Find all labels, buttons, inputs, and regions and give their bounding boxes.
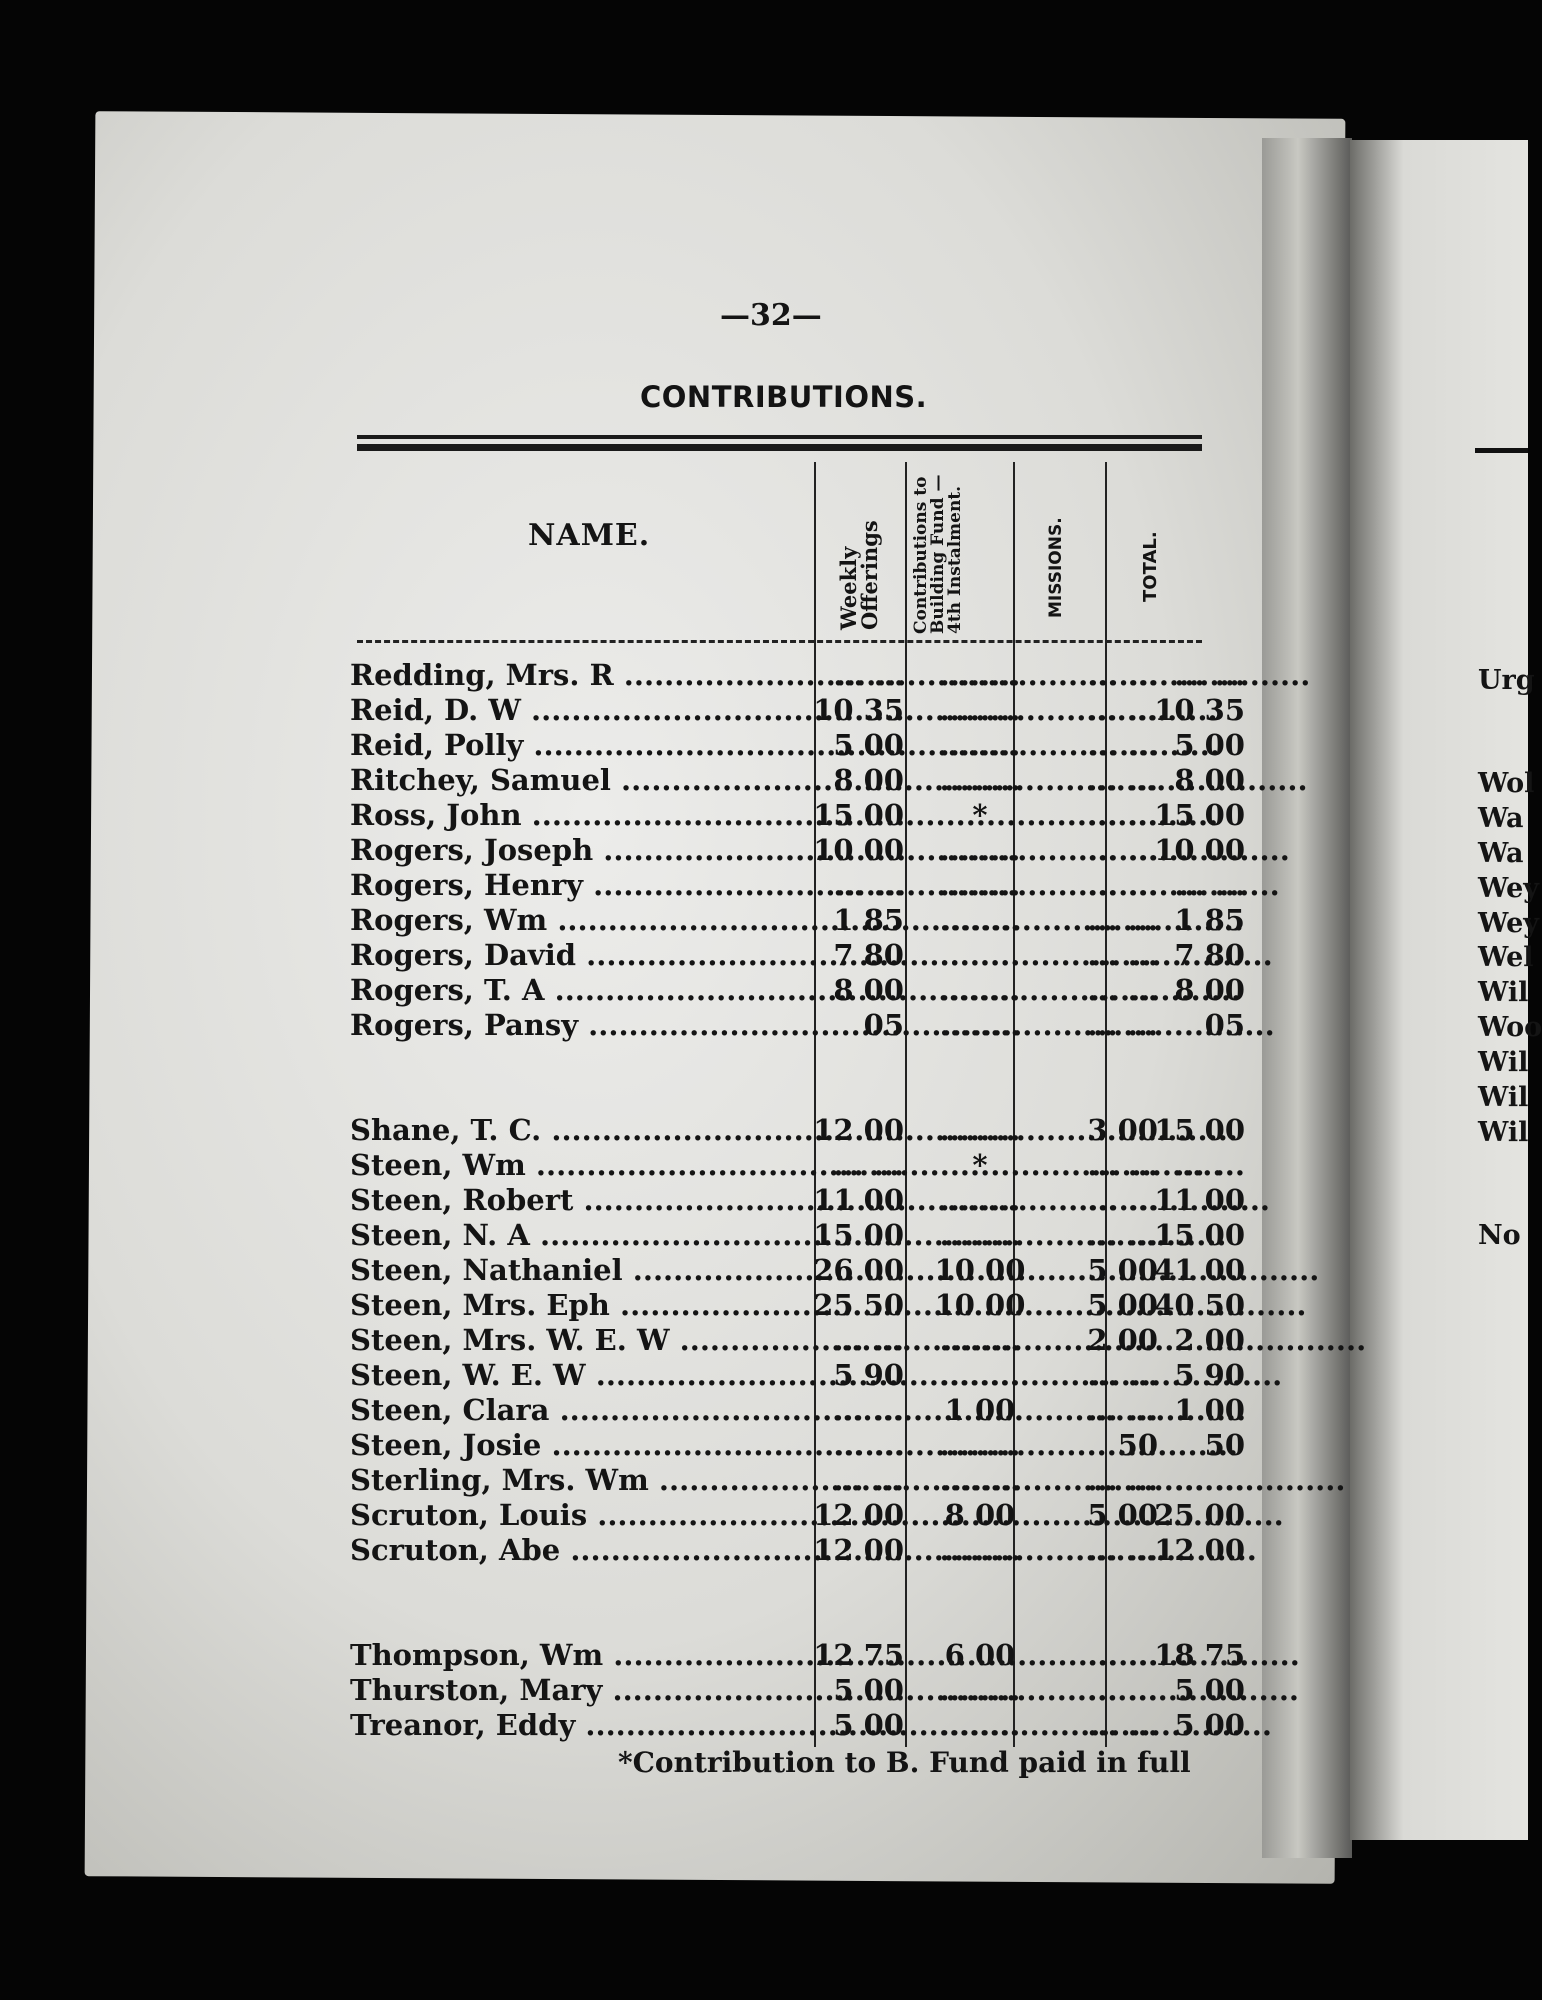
- facing-page-item: Wey: [1478, 873, 1539, 904]
- missions-cell: ... ...: [1087, 1218, 1158, 1252]
- contributor-name: Reid, Polly .....: [350, 728, 810, 762]
- table-row: [350, 658, 1245, 693]
- weekly-offering-cell: ... ...: [833, 658, 904, 692]
- missions-cell: ... ...: [1087, 1533, 1158, 1567]
- contributor-name: Rogers, Pansy .....: [350, 1008, 810, 1042]
- total-cell: ... ...: [1174, 658, 1245, 692]
- total-cell: 7 80: [1174, 938, 1245, 972]
- table-row: [350, 1463, 1245, 1498]
- building-fund-cell: ........: [939, 1533, 1021, 1567]
- missions-cell: 5 00: [1087, 1498, 1158, 1532]
- contributor-name: Scruton, Abe .....: [350, 1533, 810, 1567]
- building-fund-cell: ........: [939, 833, 1021, 867]
- table-row: [350, 1358, 1245, 1393]
- missions-cell: ... ...: [1087, 728, 1158, 762]
- weekly-offering-cell: 10 00: [813, 833, 904, 867]
- weekly-offering-cell: ... ...: [833, 1148, 904, 1182]
- total-cell: 1 00: [1174, 1393, 1245, 1427]
- weekly-offering-cell: ... ...: [833, 1463, 904, 1497]
- page-number: —32—: [720, 298, 822, 333]
- building-fund-cell: ........: [939, 693, 1021, 727]
- header-rule: [357, 435, 1202, 439]
- building-fund-cell: *: [972, 798, 988, 832]
- building-fund-cell: ........: [939, 728, 1021, 762]
- missions-cell: ... ...: [1087, 1673, 1158, 1707]
- building-fund-cell: 10 00: [934, 1288, 1026, 1322]
- header-separator: [357, 640, 1202, 643]
- facing-page-item: Wil: [1478, 977, 1529, 1008]
- total-cell: 5 00: [1174, 1673, 1245, 1707]
- missions-cell: ... ...: [1087, 938, 1158, 972]
- missions-cell: ... ...: [1087, 1638, 1158, 1672]
- weekly-offering-cell: 15 00: [813, 798, 904, 832]
- missions-cell: 50: [1117, 1428, 1158, 1462]
- weekly-offering-cell: 7 80: [833, 938, 904, 972]
- total-cell: 10 35: [1154, 693, 1245, 727]
- weekly-offering-cell: 5 00: [833, 1673, 904, 1707]
- weekly-offering-cell: 8 00: [833, 973, 904, 1007]
- weekly-offering-cell: 5 90: [833, 1358, 904, 1392]
- missions-cell: ... ...: [1087, 973, 1158, 1007]
- facing-page-item: Wil: [1478, 1082, 1529, 1113]
- contributor-name: Sterling, Mrs. Wm .....: [350, 1463, 810, 1497]
- building-fund-cell: ........: [939, 938, 1021, 972]
- missions-cell: ... ...: [1087, 1708, 1158, 1742]
- contributor-name: Rogers, Henry .....: [350, 868, 810, 902]
- contributor-name: Rogers, Wm .....: [350, 903, 810, 937]
- total-cell: 8 00: [1174, 763, 1245, 797]
- table-row: [350, 1428, 1245, 1463]
- table-row: [350, 1113, 1245, 1148]
- building-fund-cell: 10 00: [934, 1253, 1026, 1287]
- table-row: [350, 1708, 1245, 1743]
- building-fund-cell: ........: [939, 1323, 1021, 1357]
- table-row: [350, 1638, 1245, 1673]
- weekly-offering-cell: ... ...: [833, 1428, 904, 1462]
- table-row: [350, 1218, 1245, 1253]
- facing-page-item: Woo: [1478, 1012, 1542, 1043]
- column-header-building: Contributions to Building Fund — 4th Instalment.: [911, 474, 965, 634]
- column-header-weekly: Weekly Offerings: [836, 520, 882, 630]
- column-header-name: NAME.: [528, 518, 651, 553]
- contributor-name: Steen, Nathaniel .....: [350, 1253, 810, 1287]
- table-row: [350, 798, 1245, 833]
- total-cell: 41 00: [1154, 1253, 1245, 1287]
- facing-page-item: Wel: [1478, 942, 1534, 973]
- missions-cell: ... ...: [1087, 1183, 1158, 1217]
- total-cell: 1 85: [1174, 903, 1245, 937]
- book-spine: [1262, 138, 1352, 1858]
- table-row: [350, 1498, 1245, 1533]
- contributor-name: Steen, Mrs. Eph .....: [350, 1288, 810, 1322]
- total-cell: 15 00: [1154, 798, 1245, 832]
- contributor-name: Steen, Josie .....: [350, 1428, 810, 1462]
- total-cell: 8 00: [1174, 973, 1245, 1007]
- facing-page-item: Urg: [1478, 665, 1535, 696]
- contributor-name: Steen, N. A .....: [350, 1218, 810, 1252]
- total-cell: 05: [1204, 1008, 1245, 1042]
- table-row: [350, 763, 1245, 798]
- missions-cell: 5 00: [1087, 1253, 1158, 1287]
- missions-cell: ... ...: [1087, 903, 1158, 937]
- total-cell: 18 75: [1154, 1638, 1245, 1672]
- contributor-name: Rogers, T. A .....: [350, 973, 810, 1007]
- weekly-offering-cell: 5 00: [833, 1708, 904, 1742]
- building-fund-cell: ........: [939, 763, 1021, 797]
- total-cell: 5 00: [1174, 728, 1245, 762]
- column-header-missions: MISSIONS.: [1046, 517, 1066, 618]
- facing-page-rule: [1475, 448, 1528, 453]
- total-cell: 15 00: [1154, 1113, 1245, 1147]
- missions-cell: ... ...: [1087, 798, 1158, 832]
- contributor-name: Ross, John .....: [350, 798, 810, 832]
- weekly-offering-cell: 1 85: [833, 903, 904, 937]
- weekly-offering-cell: 25 50: [813, 1288, 904, 1322]
- table-row: [350, 1533, 1245, 1568]
- total-cell: ... ...: [1174, 1148, 1245, 1182]
- total-cell: 2 00: [1174, 1323, 1245, 1357]
- column-header-total: TOTAL.: [1140, 531, 1161, 602]
- total-cell: ... ...: [1174, 1463, 1245, 1497]
- table-row: [350, 938, 1245, 973]
- weekly-offering-cell: 11 00: [813, 1183, 904, 1217]
- table-row: [350, 1183, 1245, 1218]
- total-cell: 5 90: [1174, 1358, 1245, 1392]
- weekly-offering-cell: ... ...: [833, 1393, 904, 1427]
- missions-cell: ... ...: [1087, 1148, 1158, 1182]
- table-row: [350, 1253, 1245, 1288]
- building-fund-cell: ........: [939, 1358, 1021, 1392]
- contributor-name: Steen, Mrs. W. E. W .....: [350, 1323, 810, 1357]
- weekly-offering-cell: 15 00: [813, 1218, 904, 1252]
- weekly-offering-cell: 12 00: [813, 1498, 904, 1532]
- facing-page-item: No: [1478, 1220, 1521, 1251]
- table-row: [350, 1288, 1245, 1323]
- facing-page-item: Wa: [1478, 803, 1524, 834]
- weekly-offering-cell: 10 35: [813, 693, 904, 727]
- total-cell: 15 00: [1154, 1218, 1245, 1252]
- building-fund-cell: *: [972, 1148, 988, 1182]
- missions-cell: 5 00: [1087, 1288, 1158, 1322]
- total-cell: 12 00: [1154, 1533, 1245, 1567]
- page-title: CONTRIBUTIONS.: [640, 380, 928, 414]
- facing-page-item: Wey: [1478, 908, 1539, 939]
- contributor-name: Redding, Mrs. R .....: [350, 658, 810, 692]
- missions-cell: 2 00: [1087, 1323, 1158, 1357]
- missions-cell: ... ...: [1087, 868, 1158, 902]
- facing-page-item: Wa: [1478, 838, 1524, 869]
- building-fund-cell: 8 00: [944, 1498, 1016, 1532]
- weekly-offering-cell: 12 00: [813, 1533, 904, 1567]
- total-cell: 11 00: [1154, 1183, 1245, 1217]
- building-fund-cell: ........: [939, 1428, 1021, 1462]
- contributor-name: Ritchey, Samuel .....: [350, 763, 810, 797]
- missions-cell: ... ...: [1087, 693, 1158, 727]
- table-row: [350, 693, 1245, 728]
- building-fund-cell: ........: [939, 903, 1021, 937]
- missions-cell: ... ...: [1087, 763, 1158, 797]
- missions-cell: 3 00: [1087, 1113, 1158, 1147]
- facing-page-item: Wil: [1478, 1047, 1529, 1078]
- building-fund-cell: ........: [939, 973, 1021, 1007]
- building-fund-cell: ........: [939, 1218, 1021, 1252]
- building-fund-cell: 1 00: [944, 1393, 1016, 1427]
- table-row: [350, 1673, 1245, 1708]
- table-row: [350, 868, 1245, 903]
- building-fund-cell: 6 00: [944, 1638, 1016, 1672]
- table-row: [350, 1008, 1245, 1043]
- table-row: [350, 973, 1245, 1008]
- building-fund-cell: ........: [939, 1113, 1021, 1147]
- table-row: [350, 833, 1245, 868]
- total-cell: 5 00: [1174, 1708, 1245, 1742]
- missions-cell: ... ...: [1087, 833, 1158, 867]
- weekly-offering-cell: 26 00: [813, 1253, 904, 1287]
- weekly-offering-cell: 05: [863, 1008, 904, 1042]
- missions-cell: ... ...: [1087, 658, 1158, 692]
- contributor-name: Steen, Robert .....: [350, 1183, 810, 1217]
- missions-cell: ... ...: [1087, 1008, 1158, 1042]
- building-fund-cell: ........: [939, 1008, 1021, 1042]
- weekly-offering-cell: ... ...: [833, 1323, 904, 1357]
- contributor-name: Reid, D. W .....: [350, 693, 810, 727]
- contributor-name: Shane, T. C. .....: [350, 1113, 810, 1147]
- building-fund-cell: ........: [939, 1183, 1021, 1217]
- weekly-offering-cell: 8 00: [833, 763, 904, 797]
- contributor-name: Rogers, David .....: [350, 938, 810, 972]
- table-row: [350, 1393, 1245, 1428]
- building-fund-cell: ........: [939, 658, 1021, 692]
- weekly-offering-cell: 5 00: [833, 728, 904, 762]
- facing-page-item: Wil: [1478, 1117, 1529, 1148]
- weekly-offering-cell: 12 00: [813, 1113, 904, 1147]
- table-row: [350, 1323, 1245, 1358]
- missions-cell: ... ...: [1087, 1393, 1158, 1427]
- total-cell: 50: [1204, 1428, 1245, 1462]
- contributor-name: Rogers, Joseph .....: [350, 833, 810, 867]
- total-cell: 40 50: [1154, 1288, 1245, 1322]
- table-row: [350, 1148, 1245, 1183]
- contributor-name: Thurston, Mary .....: [350, 1673, 810, 1707]
- weekly-offering-cell: ... ...: [833, 868, 904, 902]
- contributor-name: Steen, Wm .....: [350, 1148, 810, 1182]
- weekly-offering-cell: 12 75: [813, 1638, 904, 1672]
- building-fund-cell: ........: [939, 1708, 1021, 1742]
- building-fund-cell: ........: [939, 868, 1021, 902]
- missions-cell: ... ...: [1087, 1463, 1158, 1497]
- missions-cell: ... ...: [1087, 1358, 1158, 1392]
- facing-page-item: Wol: [1478, 768, 1535, 799]
- total-cell: 10 00: [1154, 833, 1245, 867]
- contributor-name: Steen, W. E. W .....: [350, 1358, 810, 1392]
- contributor-name: Treanor, Eddy .....: [350, 1708, 810, 1742]
- header-rule: [357, 444, 1202, 451]
- contributor-name: Steen, Clara .....: [350, 1393, 810, 1427]
- building-fund-cell: ........: [939, 1673, 1021, 1707]
- building-fund-cell: ........: [939, 1463, 1021, 1497]
- footnote: *Contribution to B. Fund paid in full: [618, 1746, 1191, 1779]
- contributor-name: Thompson, Wm .....: [350, 1638, 810, 1672]
- table-row: [350, 903, 1245, 938]
- total-cell: 25 00: [1154, 1498, 1245, 1532]
- contributor-name: Scruton, Louis .....: [350, 1498, 810, 1532]
- table-row: [350, 728, 1245, 763]
- total-cell: ... ...: [1174, 868, 1245, 902]
